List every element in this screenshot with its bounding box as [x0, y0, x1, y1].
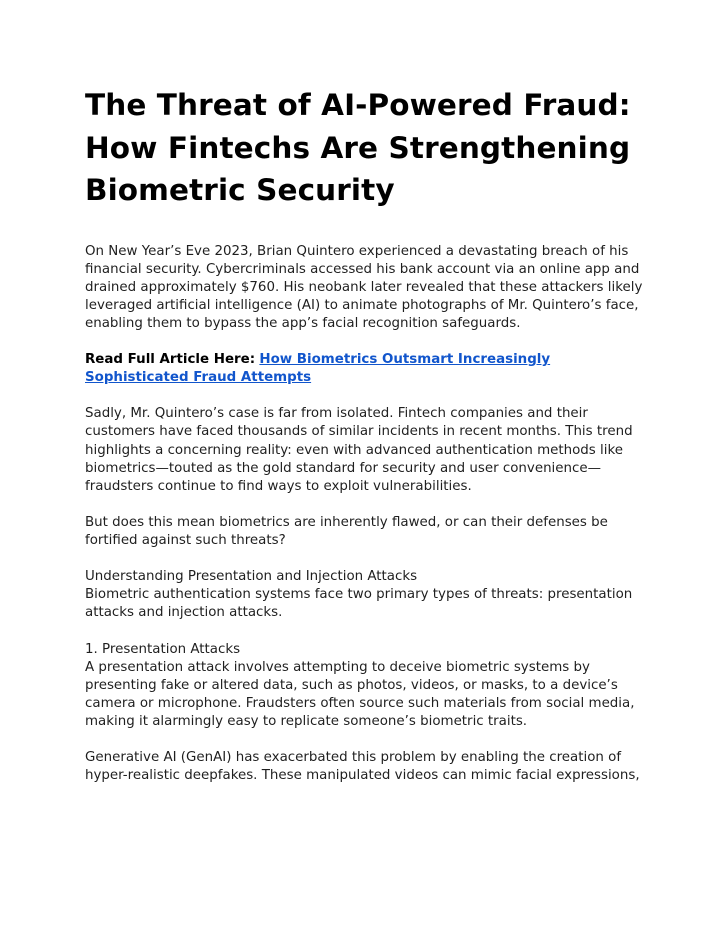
- isolated-case-paragraph: Sadly, Mr. Quintero’s case is far from isolated. Fintech companies and their customers have faced thousands of similar incidents in recent months. This trend highlights a concerning reality: even with advanced authentication methods like biometrics—touted as the gold standard for security and user convenience—fraudsters continue to find ways to exploit vulnerabilities.: [85, 406, 633, 494]
- spacer: [85, 387, 645, 405]
- question-paragraph: But does this mean biometrics are inherently flawed, or can their defenses be fortified against such threats?: [85, 514, 608, 548]
- article-body: [85, 84, 645, 785]
- read-more-paragraph: [85, 351, 645, 387]
- intro-paragraph: On New Year’s Eve 2023, Brian Quintero experienced a devastating breach of his financial security. Cybercriminals accessed his bank account via an online app and drained approximately $760. His neobank later revealed that these attackers likely leveraged artificial intelligence (AI) to animate photographs of Mr. Quintero’s face, enabling them to bypass the app’s facial recognition safeguards.: [85, 243, 643, 331]
- spacer: [85, 550, 645, 568]
- presentation-attack-paragraph: A presentation attack involves attempting to deceive biometric systems by presenting fake or altered data, such as photos, videos, or masks, to a device’s camera or microphone. Fraudsters often source such materials from social media, making it alarmingly easy to replicate someone’s biometric traits.: [85, 659, 635, 729]
- spacer: [85, 731, 645, 749]
- spacer: [85, 333, 645, 351]
- article-title: The Threat of AI-Powered Fraud: How Fintechs Are Strengthening Biometric Security: [85, 88, 631, 207]
- genai-paragraph: Generative AI (GenAI) has exacerbated this problem by enabling the creation of hyper-realistic deepfakes. These manipulated videos can mimic facial expressions,: [85, 750, 640, 784]
- subsection-heading: 1. Presentation Attacks: [85, 641, 241, 657]
- section-heading: Understanding Presentation and Injection Attacks: [85, 569, 418, 585]
- read-more-label: Read Full Article Here:: [85, 352, 256, 368]
- spacer: [85, 212, 645, 243]
- spacer: [85, 496, 645, 514]
- section-intro-paragraph: Biometric authentication systems face two primary types of threats: presentation attacks and injection attacks.: [85, 587, 633, 621]
- spacer: [85, 622, 645, 640]
- article-link[interactable]: How Biometrics Outsmart Increasingly Sophisticated Fraud Attempts: [85, 352, 551, 386]
